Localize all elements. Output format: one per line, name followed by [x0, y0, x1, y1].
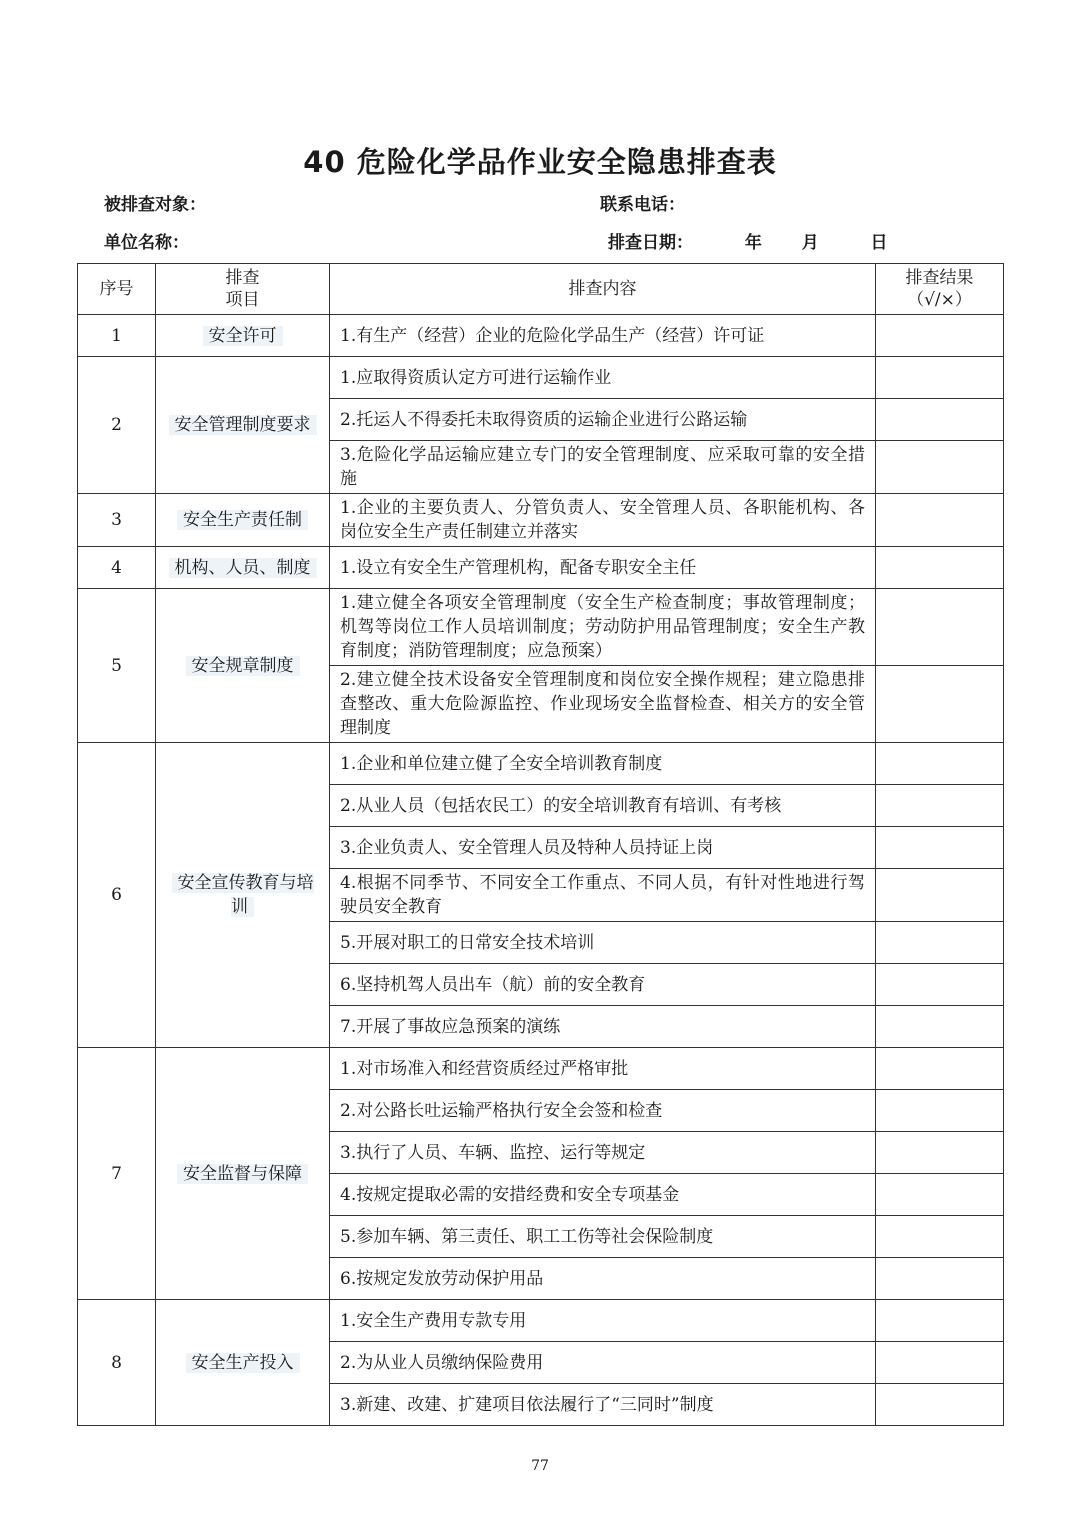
content-cell: 1.应取得资质认定方可进行运输作业	[330, 357, 876, 399]
content-cell: 4.根据不同季节、不同安全工作重点、不同人员，有针对性地进行驾驶员安全教育	[330, 869, 876, 922]
page-number: 77	[531, 1458, 549, 1474]
table-row	[78, 547, 1004, 589]
result-cell[interactable]	[876, 869, 1004, 922]
result-cell[interactable]	[876, 1090, 1004, 1132]
item-label: 安全宣传教育与培训	[172, 873, 314, 917]
item-label: 安全生产责任制	[177, 510, 308, 530]
inspection-date	[608, 228, 888, 253]
result-cell[interactable]	[876, 1384, 1004, 1426]
item-cell	[156, 494, 330, 547]
item-cell	[156, 743, 330, 1048]
result-cell[interactable]	[876, 399, 1004, 441]
content-cell: 1.企业的主要负责人、分管负责人、安全管理人员、各职能机构、各岗位安全生产责任制建立并落实	[330, 494, 876, 547]
content-cell: 4.按规定提取必需的安措经费和安全专项基金	[330, 1174, 876, 1216]
content-cell: 3.新建、改建、扩建项目依法履行了“三同时”制度	[330, 1384, 876, 1426]
content-cell: 7.开展了事故应急预案的演练	[330, 1006, 876, 1048]
table-row	[78, 494, 1004, 547]
seq-cell: 3	[78, 494, 156, 547]
result-cell[interactable]	[876, 1132, 1004, 1174]
content-cell: 1.安全生产费用专款专用	[330, 1300, 876, 1342]
seq-cell: 5	[78, 589, 156, 743]
result-cell[interactable]	[876, 494, 1004, 547]
date-year: 年	[744, 233, 762, 253]
result-cell[interactable]	[876, 1258, 1004, 1300]
content-cell: 6.按规定发放劳动保护用品	[330, 1258, 876, 1300]
result-cell[interactable]	[876, 1342, 1004, 1384]
item-label: 安全许可	[203, 326, 283, 346]
result-cell[interactable]	[876, 315, 1004, 357]
table-row	[78, 315, 1004, 357]
content-cell: 3.企业负责人、安全管理人员及特种人员持证上岗	[330, 827, 876, 869]
result-cell[interactable]	[876, 357, 1004, 399]
seq-cell: 6	[78, 743, 156, 1048]
content-cell: 1.设立有安全生产管理机构，配备专职安全主任	[330, 547, 876, 589]
item-cell	[156, 1048, 330, 1300]
header-item-line2: 项目	[225, 290, 260, 310]
item-label: 安全监督与保障	[177, 1164, 308, 1184]
content-cell: 3.危险化学品运输应建立专门的安全管理制度、应采取可靠的安全措施	[330, 441, 876, 494]
result-cell[interactable]	[876, 1174, 1004, 1216]
table-row	[78, 357, 1004, 399]
item-label: 安全管理制度要求	[169, 415, 317, 435]
result-cell[interactable]	[876, 666, 1004, 743]
content-cell: 1.建立健全各项安全管理制度（安全生产检查制度；事故管理制度；机驾等岗位工作人员培训制度；劳动防护用品管理制度；安全生产教育制度；消防管理制度；应急预案）	[330, 589, 876, 666]
result-cell[interactable]	[876, 1048, 1004, 1090]
seq-cell: 4	[78, 547, 156, 589]
inspection-table	[77, 263, 1004, 1426]
content-cell: 2.为从业人员缴纳保险费用	[330, 1342, 876, 1384]
table-header-row	[78, 264, 1004, 315]
item-label: 安全规章制度	[186, 656, 300, 676]
content-cell: 1.对市场准入和经营资质经过严格审批	[330, 1048, 876, 1090]
table-row	[78, 589, 1004, 666]
result-cell[interactable]	[876, 964, 1004, 1006]
unit-name-label: 单位名称：	[104, 233, 189, 253]
header-result	[876, 264, 1004, 315]
item-cell	[156, 357, 330, 494]
header-item-line1: 排查	[225, 268, 260, 288]
result-cell[interactable]	[876, 1300, 1004, 1342]
content-cell: 2.建立健全技术设备安全管理制度和岗位安全操作规程；建立隐患排查整改、重大危险源监控、作业现场安全监督检查、相关方的安全管理制度	[330, 666, 876, 743]
result-cell[interactable]	[876, 922, 1004, 964]
header-content: 排查内容	[330, 264, 876, 315]
content-cell: 5.参加车辆、第三责任、职工工伤等社会保险制度	[330, 1216, 876, 1258]
item-cell	[156, 315, 330, 357]
result-cell[interactable]	[876, 743, 1004, 785]
header-result-line2: （√/×）	[907, 290, 972, 310]
content-cell: 2.对公路长吐运输严格执行安全会签和检查	[330, 1090, 876, 1132]
seq-cell: 7	[78, 1048, 156, 1300]
page-title: 40 危险化学品作业安全隐患排查表	[303, 145, 777, 179]
date-day: 日	[870, 233, 888, 253]
result-cell[interactable]	[876, 785, 1004, 827]
date-label: 排查日期：	[608, 233, 693, 253]
phone-label: 联系电话：	[600, 195, 685, 215]
result-cell[interactable]	[876, 1216, 1004, 1258]
item-cell	[156, 589, 330, 743]
content-cell: 6.坚持机驾人员出车（航）前的安全教育	[330, 964, 876, 1006]
table-row	[78, 743, 1004, 785]
result-cell[interactable]	[876, 547, 1004, 589]
content-cell: 1.有生产（经营）企业的危险化学品生产（经营）许可证	[330, 315, 876, 357]
item-cell	[156, 1300, 330, 1426]
result-cell[interactable]	[876, 1006, 1004, 1048]
content-cell: 5.开展对职工的日常安全技术培训	[330, 922, 876, 964]
content-cell: 2.托运人不得委托未取得资质的运输企业进行公路运输	[330, 399, 876, 441]
result-cell[interactable]	[876, 827, 1004, 869]
seq-cell: 2	[78, 357, 156, 494]
date-month: 月	[801, 233, 819, 253]
content-cell: 2.从业人员（包括农民工）的安全培训教育有培训、有考核	[330, 785, 876, 827]
object-label: 被排查对象：	[104, 195, 206, 215]
table-row	[78, 1300, 1004, 1342]
content-cell: 3.执行了人员、车辆、监控、运行等规定	[330, 1132, 876, 1174]
item-label: 机构、人员、制度	[169, 558, 317, 578]
item-cell	[156, 547, 330, 589]
header-result-line1: 排查结果	[905, 268, 974, 288]
seq-cell: 8	[78, 1300, 156, 1426]
item-label: 安全生产投入	[186, 1353, 300, 1373]
header-seq: 序号	[78, 264, 156, 315]
content-cell: 1.企业和单位建立健了全安全培训教育制度	[330, 743, 876, 785]
result-cell[interactable]	[876, 589, 1004, 666]
result-cell[interactable]	[876, 441, 1004, 494]
seq-cell: 1	[78, 315, 156, 357]
table-row	[78, 1048, 1004, 1090]
header-item	[156, 264, 330, 315]
